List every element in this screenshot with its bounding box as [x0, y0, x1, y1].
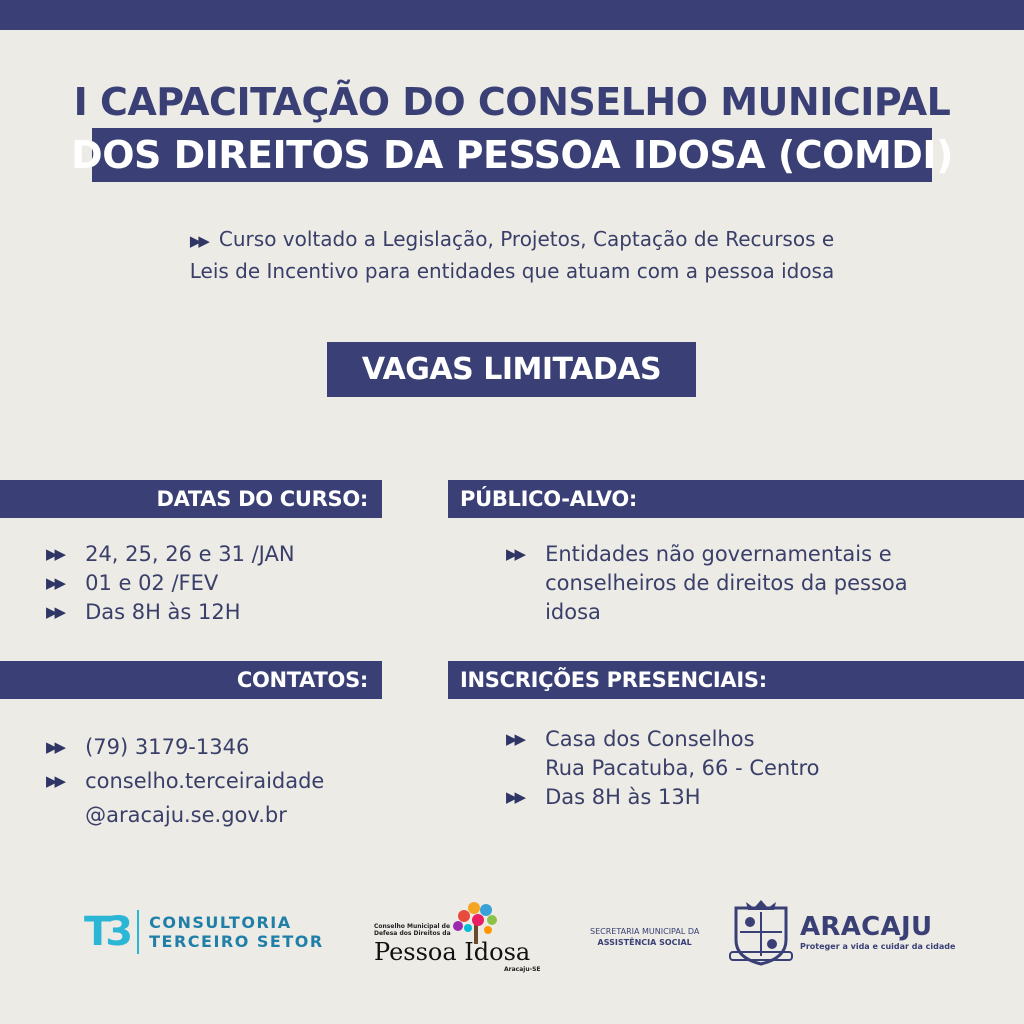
vagas-badge: VAGAS LIMITADAS	[327, 342, 696, 397]
logo-footer	[0, 890, 1024, 980]
email-line1: conselho.terceiraidade	[85, 769, 325, 793]
registration-heading: INSCRIÇÕES PRESENCIAIS:	[448, 661, 1024, 699]
pessoa-idosa-city: Aracaju-SE	[504, 966, 541, 973]
double-arrow-icon: ▶▶	[46, 545, 64, 563]
aracaju-slogan: Proteger a vida e cuidar da cidade	[800, 942, 956, 951]
double-arrow-icon: ▶▶	[46, 772, 64, 790]
intro-text	[100, 224, 924, 286]
secretaria-line2: ASSISTÊNCIA SOCIAL	[597, 938, 692, 947]
consultoria-text	[149, 913, 324, 951]
aracaju-logo	[800, 912, 955, 951]
consultoria-line2: TERCEIRO SETOR	[149, 932, 324, 951]
list-item	[46, 764, 324, 832]
intro-line2: Leis de Incentivo para entidades que atuam com a pessoa idosa	[189, 259, 835, 283]
audience-line1: Entidades não governamentais e	[545, 542, 892, 566]
dates-list	[46, 540, 295, 627]
place-line1: Casa dos Conselhos	[545, 727, 755, 751]
consultoria-line1: CONSULTORIA	[149, 913, 292, 932]
contact-email[interactable]	[85, 764, 324, 832]
pi-caption-line1: Conselho Municipal de	[374, 923, 451, 930]
registration-place	[545, 725, 819, 783]
page-title-line1: I CAPACITAÇÃO DO CONSELHO MUNICIPAL	[73, 80, 951, 124]
list-item	[46, 598, 295, 627]
date-item-1: 24, 25, 26 e 31 /JAN	[85, 542, 295, 566]
secretaria-line1: SECRETARIA MUNICIPAL DA	[590, 927, 700, 936]
pessoa-idosa-name: Pessoa Idosa	[374, 938, 531, 966]
list-item	[46, 730, 324, 764]
double-arrow-icon: ▶▶	[46, 738, 64, 756]
email-line2: @aracaju.se.gov.br	[85, 803, 287, 827]
date-item-2: 01 e 02 /FEV	[85, 571, 219, 595]
double-arrow-icon: ▶▶	[46, 574, 64, 592]
page-title-line2: DOS DIREITOS DA PESSOA IDOSA (COMDI)	[92, 128, 932, 182]
list-item	[506, 725, 819, 783]
registration-list	[506, 725, 819, 812]
intro-line1: Curso voltado a Legislação, Projetos, Captação de Recursos e	[218, 227, 835, 251]
consultoria-logo	[84, 910, 324, 954]
contact-phone[interactable]: (79) 3179-1346	[85, 735, 250, 759]
aracaju-name: ARACAJU	[800, 912, 933, 942]
crest-icon	[728, 898, 794, 968]
double-arrow-icon: ▶▶	[46, 603, 64, 621]
audience-list	[506, 540, 908, 627]
list-item	[506, 540, 908, 627]
pessoa-idosa-logo	[370, 898, 550, 978]
dates-heading: DATAS DO CURSO:	[0, 480, 382, 518]
consultoria-mark: T3	[84, 910, 139, 954]
audience-line3: idosa	[545, 600, 601, 624]
audience-heading: PÚBLICO-ALVO:	[448, 480, 1024, 518]
audience-line2: conselheiros de direitos da pessoa	[545, 571, 908, 595]
place-line2: Rua Pacatuba, 66 - Centro	[545, 756, 820, 780]
registration-hours: Das 8H às 13H	[545, 785, 701, 809]
contacts-list	[46, 730, 324, 832]
double-arrow-icon: ▶▶	[506, 730, 524, 748]
list-item	[506, 783, 819, 812]
pi-caption-line2: Defesa dos Direitos da	[374, 930, 451, 937]
top-stripe	[0, 0, 1024, 30]
list-item	[46, 569, 295, 598]
contacts-heading: CONTATOS:	[0, 661, 382, 699]
secretaria-logo	[590, 926, 699, 948]
date-item-3: Das 8H às 12H	[85, 600, 241, 624]
pessoa-idosa-caption	[374, 923, 451, 937]
audience-text	[545, 540, 908, 627]
list-item	[46, 540, 295, 569]
double-arrow-icon: ▶▶	[506, 545, 524, 563]
double-arrow-icon: ▶▶	[506, 788, 524, 806]
double-arrow-icon: ▶▶	[189, 232, 207, 250]
